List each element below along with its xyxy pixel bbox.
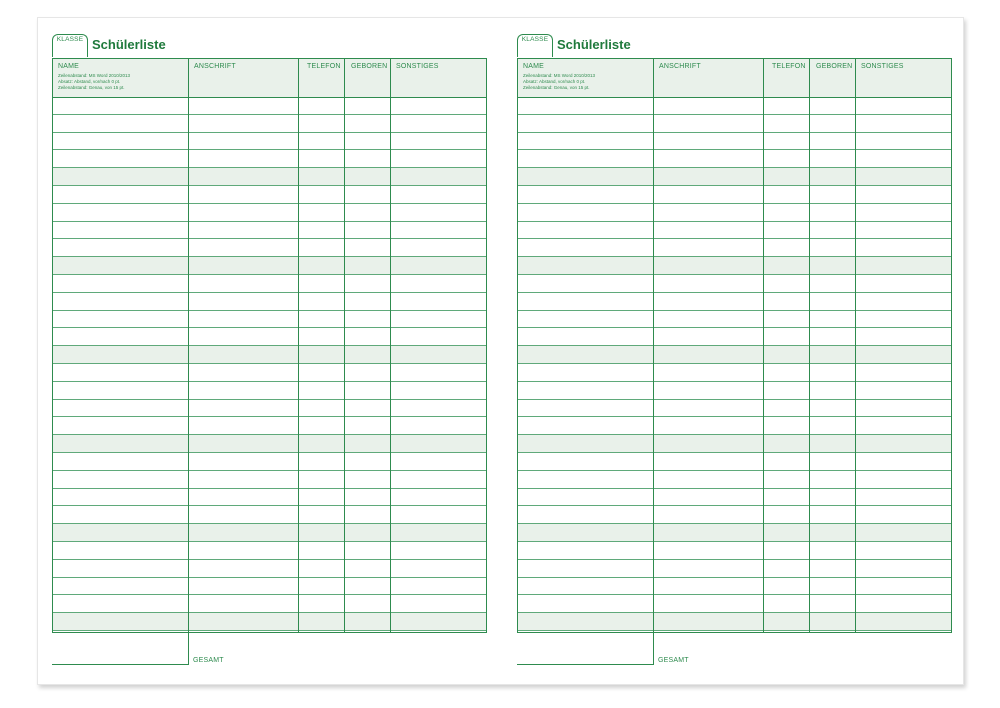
table-row xyxy=(53,471,486,489)
table-header xyxy=(53,59,486,98)
column-divider xyxy=(763,59,764,632)
name-note: Zeilenabstand: Genau, von 15 pt. xyxy=(523,85,590,90)
table-row xyxy=(53,435,486,453)
table-row xyxy=(53,328,486,346)
table-row xyxy=(53,524,486,542)
column-divider xyxy=(653,59,654,665)
table-row xyxy=(53,115,486,133)
table-row xyxy=(518,115,951,133)
klasse-label: KLASSE xyxy=(521,36,549,43)
column-divider xyxy=(188,59,189,665)
student-table xyxy=(517,58,952,633)
header-sonstiges: SONSTIGES xyxy=(396,63,439,70)
name-note: Absatz: Abstand, vor/nach 0 pt. xyxy=(523,79,586,84)
table-row xyxy=(53,346,486,364)
table-row xyxy=(53,417,486,435)
table-row xyxy=(518,239,951,257)
table-row xyxy=(53,168,486,186)
header-geboren: GEBOREN xyxy=(816,63,853,70)
table-row xyxy=(53,150,486,168)
header-name: NAME xyxy=(58,63,80,70)
gesamt-label: GESAMT xyxy=(658,657,689,664)
table-row xyxy=(518,311,951,329)
name-note: Zeilenabstand: Genau, von 15 pt. xyxy=(58,85,125,90)
header-telefon: TELEFON xyxy=(307,63,341,70)
page-right xyxy=(501,18,963,684)
header-telefon: TELEFON xyxy=(772,63,806,70)
table-row xyxy=(518,453,951,471)
name-note: Zeilenabstand: MS Word 2010/2013 xyxy=(58,73,130,78)
table-row xyxy=(53,293,486,311)
table-row xyxy=(518,133,951,151)
header-anschrift: ANSCHRIFT xyxy=(659,63,701,70)
table-row xyxy=(53,222,486,240)
table-row xyxy=(518,382,951,400)
header-name: NAME xyxy=(523,63,545,70)
name-note: Zeilenabstand: MS Word 2010/2013 xyxy=(523,73,595,78)
table-row xyxy=(518,257,951,275)
table-row xyxy=(53,239,486,257)
table-row xyxy=(518,150,951,168)
table-row xyxy=(53,489,486,507)
table-row xyxy=(53,382,486,400)
table-row xyxy=(518,97,951,115)
gesamt-underline xyxy=(52,664,188,665)
table-row xyxy=(518,506,951,524)
table-row xyxy=(53,578,486,596)
table-row xyxy=(53,204,486,222)
table-row xyxy=(518,328,951,346)
table-row xyxy=(518,346,951,364)
klasse-tab xyxy=(52,34,88,57)
name-note: Absatz: Abstand, vor/nach 0 pt. xyxy=(58,79,121,84)
header-sonstiges: SONSTIGES xyxy=(861,63,904,70)
table-row xyxy=(53,133,486,151)
table-row xyxy=(518,222,951,240)
column-divider xyxy=(809,59,810,632)
column-divider xyxy=(855,59,856,632)
table-header xyxy=(518,59,951,98)
table-row xyxy=(53,97,486,115)
page-title: Schülerliste xyxy=(92,37,166,52)
table-row xyxy=(53,542,486,560)
document-spread xyxy=(37,17,964,685)
table-row xyxy=(53,613,486,631)
table-row xyxy=(53,453,486,471)
column-divider xyxy=(344,59,345,632)
table-row xyxy=(518,560,951,578)
column-divider xyxy=(390,59,391,632)
table-row xyxy=(53,595,486,613)
page-left xyxy=(38,18,500,684)
table-row xyxy=(518,204,951,222)
table-row xyxy=(53,560,486,578)
table-row xyxy=(518,186,951,204)
table-row xyxy=(53,186,486,204)
header-geboren: GEBOREN xyxy=(351,63,388,70)
table-row xyxy=(518,364,951,382)
table-row xyxy=(518,613,951,631)
table-row xyxy=(518,578,951,596)
table-row xyxy=(518,471,951,489)
column-divider xyxy=(298,59,299,632)
student-table xyxy=(52,58,487,633)
table-row xyxy=(53,400,486,418)
header-anschrift: ANSCHRIFT xyxy=(194,63,236,70)
table-row xyxy=(518,595,951,613)
table-row xyxy=(518,400,951,418)
table-row xyxy=(53,311,486,329)
page-title: Schülerliste xyxy=(557,37,631,52)
gesamt-underline xyxy=(517,664,653,665)
table-row xyxy=(53,257,486,275)
table-row xyxy=(518,524,951,542)
table-row xyxy=(518,293,951,311)
table-row xyxy=(518,417,951,435)
table-row xyxy=(518,275,951,293)
table-row xyxy=(53,364,486,382)
table-row xyxy=(53,275,486,293)
table-row xyxy=(518,435,951,453)
table-row xyxy=(518,168,951,186)
gesamt-label: GESAMT xyxy=(193,657,224,664)
table-row xyxy=(518,542,951,560)
klasse-label: KLASSE xyxy=(56,36,84,43)
klasse-tab xyxy=(517,34,553,57)
table-row xyxy=(518,489,951,507)
table-row xyxy=(53,506,486,524)
